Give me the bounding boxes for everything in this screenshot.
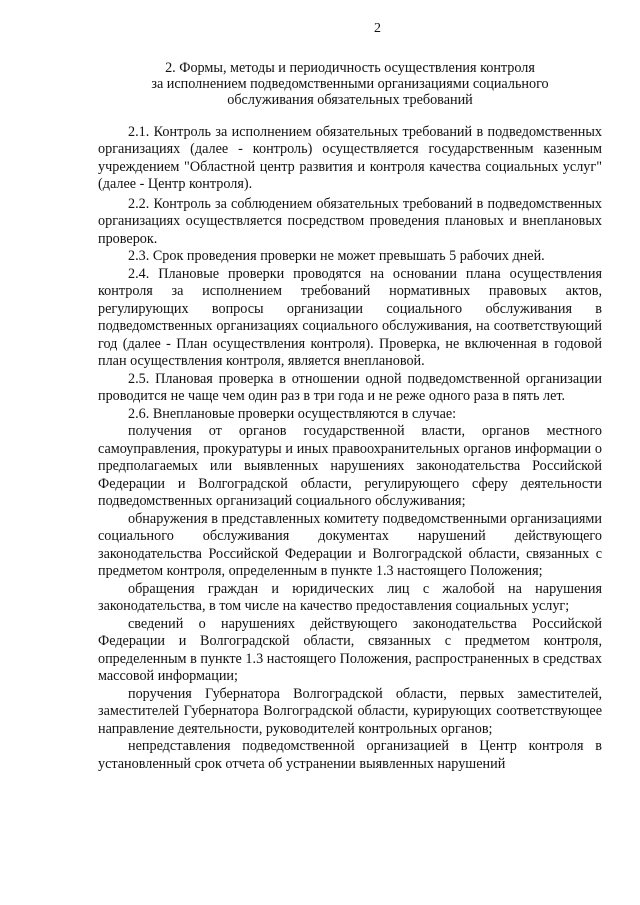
paragraph-2-6: 2.6. Внеплановые проверки осуществляются в случае: (128, 405, 457, 422)
list-item-documents: обнаружения в представленных комитету подведомственными организациями социального обслуживания документах нарушений действующего законодательства Российской Федерации и Волгоградской области, связанных с предметом контроля, определенным в пункте 1.3 настоящего Положения; (98, 510, 602, 579)
list-item-media: сведений о нарушениях действующего законодательства Российской Федерации и Волгоградской области, связанных с предметом контроля, определенным в пункте 1.3 настоящего Положения, распространенных в средствах массовой информации; (98, 615, 602, 684)
list-item-authorities: получения от органов государственной власти, органов местного самоуправления, прокуратуры и иных правоохранительных органов информации о предполагаемых или выявленных нарушениях законодательства Российской Федерации и Волгоградской области, регулирующего сферу деятельности подведомственных организаций социального обслуживания; (98, 423, 602, 509)
page-number: 2 (374, 21, 381, 36)
paragraph-2-2: 2.2. Контроль за соблюдением обязательных требований в подведомственных организациях осуществляется посредством проведения плановых и внеплановых проверок. (98, 195, 602, 247)
section-title-line: за исполнением подведомственными организациями социального (151, 75, 549, 92)
paragraph-2-3: 2.3. Срок проведения проверки не может превышать 5 рабочих дней. (128, 248, 545, 264)
paragraph-2-1: 2.1. Контроль за исполнением обязательных требований в подведомственных организациях (далее - контроль) осуществляется государственным казенным учреждением "Областной центр развития и контроля качества социальных услуг" (далее - Центр контроля). (98, 123, 602, 192)
paragraph-2-4: 2.4. Плановые проверки проводятся на основании плана осуществления контроля за исполнением требований нормативных правовых актов, регулирующих вопросы организации социального обслуживания в подведомственных организациях социального обслуживания, на соответствующий год (далее - План осуществления контроля). Проверка, не включенная в годовой план осуществления контроля, является внеплановой. (98, 265, 602, 369)
list-item-governor-orders: поручения Губернатора Волгоградской области, первых заместителей, заместителей Губернатора Волгоградской области, курирующих соответствующее направление деятельности, руководителей контрольных органов; (98, 685, 602, 737)
section-title-line: обслуживания обязательных требований (227, 91, 473, 108)
paragraph-2-5: 2.5. Плановая проверка в отношении одной подведомственной организации проводится не чаще чем один раз в три года и не реже одного раза в пять лет. (98, 370, 602, 404)
section-title-line: 2. Формы, методы и периодичность осуществления контроля (165, 59, 535, 76)
section-title (98, 60, 602, 108)
list-item-complaints: обращения граждан и юридических лиц с жалобой на нарушения законодательства, в том числе на качество предоставления социальных услуг; (98, 580, 602, 614)
list-item-report-missing: непредставления подведомственной организацией в Центр контроля в установленный срок отчета об устранении выявленных нарушений (98, 738, 602, 772)
